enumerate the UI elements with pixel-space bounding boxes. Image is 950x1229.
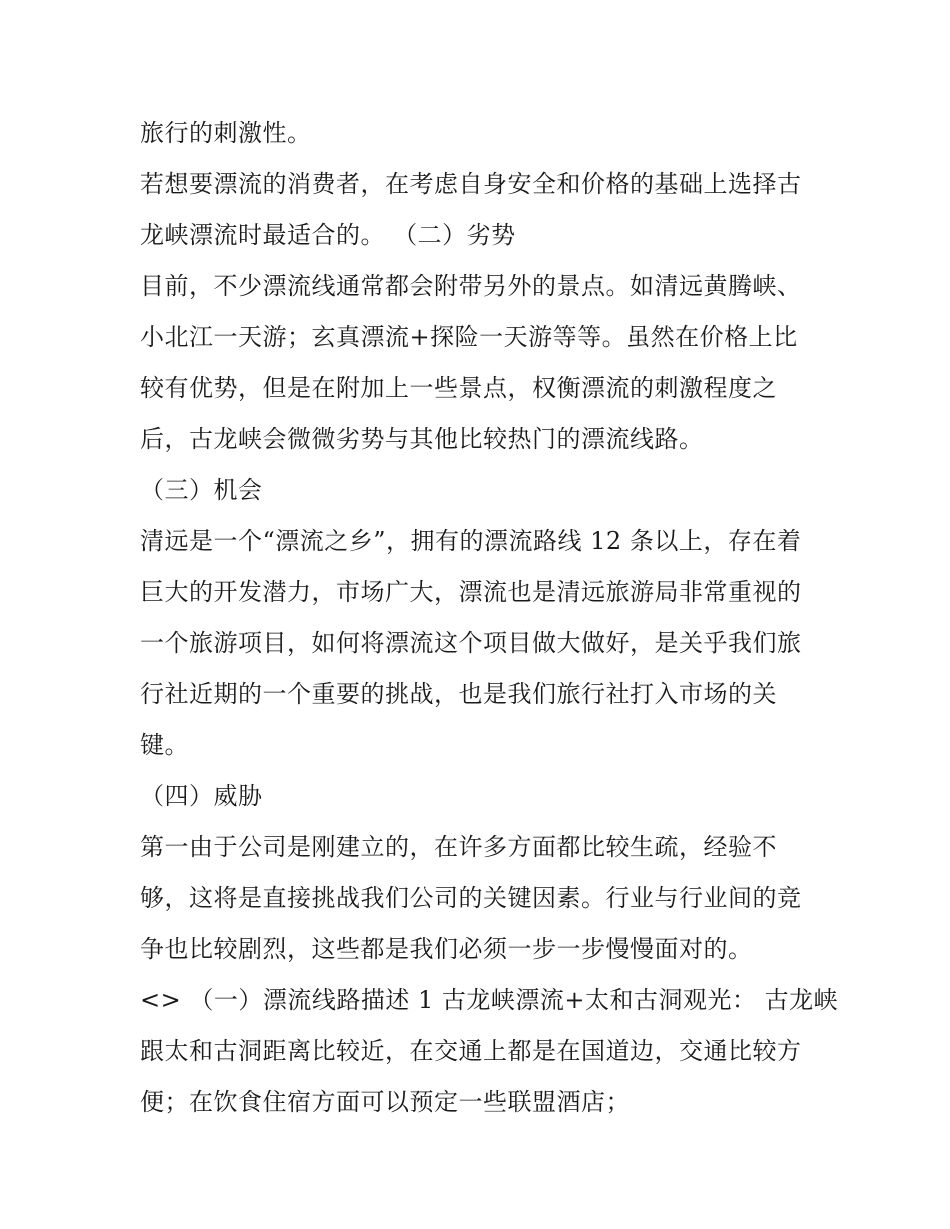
text-line-18: <> （一）漂流线路描述 1 古龙峡漂流+太和古洞观光： 古龙峡 [140,986,839,1014]
text-line-12: 行社近期的一个重要的挑战，也是我们旅行社打入市场的关 [140,680,777,708]
text-line-11: 一个旅游项目，如何将漂流这个项目做大做好，是关乎我们旅 [140,629,802,657]
text-line-10: 巨大的开发潜力，市场广大，漂流也是清远旅游局非常重视的 [140,578,802,606]
text-line-17: 争也比较剧烈，这些都是我们必须一步一步慢慢面对的。 [140,935,753,963]
text-line-19: 跟太和古洞距离比较近，在交通上都是在国道边，交通比较方 [140,1037,802,1065]
text-line-16: 够，这将是直接挑战我们公司的关键因素。行业与行业间的竞 [140,884,802,912]
text-line-20: 便；在饮食住宿方面可以预定一些联盟酒店； [140,1088,630,1116]
text-line-4: 目前，不少漂流线通常都会附带另外的景点。如清远黄腾峡、 [140,272,802,300]
section-heading-threat: （四）威胁 [140,782,263,810]
text-line-9: 清远是一个“漂流之乡”，拥有的漂流路线 12 条以上，存在着 [140,527,802,555]
text-line-5: 小北江一天游；玄真漂流+探险一天游等等。虽然在价格上比 [140,323,798,351]
text-line-15: 第一由于公司是刚建立的，在许多方面都比较生疏，经验不 [140,833,777,861]
text-line-3: 龙峡漂流时最适合的。 （二）劣势 [140,221,516,249]
text-line-2: 若想要漂流的消费者，在考虑自身安全和价格的基础上选择古 [140,170,802,198]
section-heading-opportunity: （三）机会 [140,476,263,504]
text-line-1: 旅行的刺激性。 [140,119,312,147]
text-line-7: 后，古龙峡会微微劣势与其他比较热门的漂流线路。 [140,425,704,453]
document-body [140,108,839,1128]
text-line-13: 键。 [140,731,189,759]
text-line-6: 较有优势，但是在附加上一些景点，权衡漂流的刺激程度之 [140,374,777,402]
